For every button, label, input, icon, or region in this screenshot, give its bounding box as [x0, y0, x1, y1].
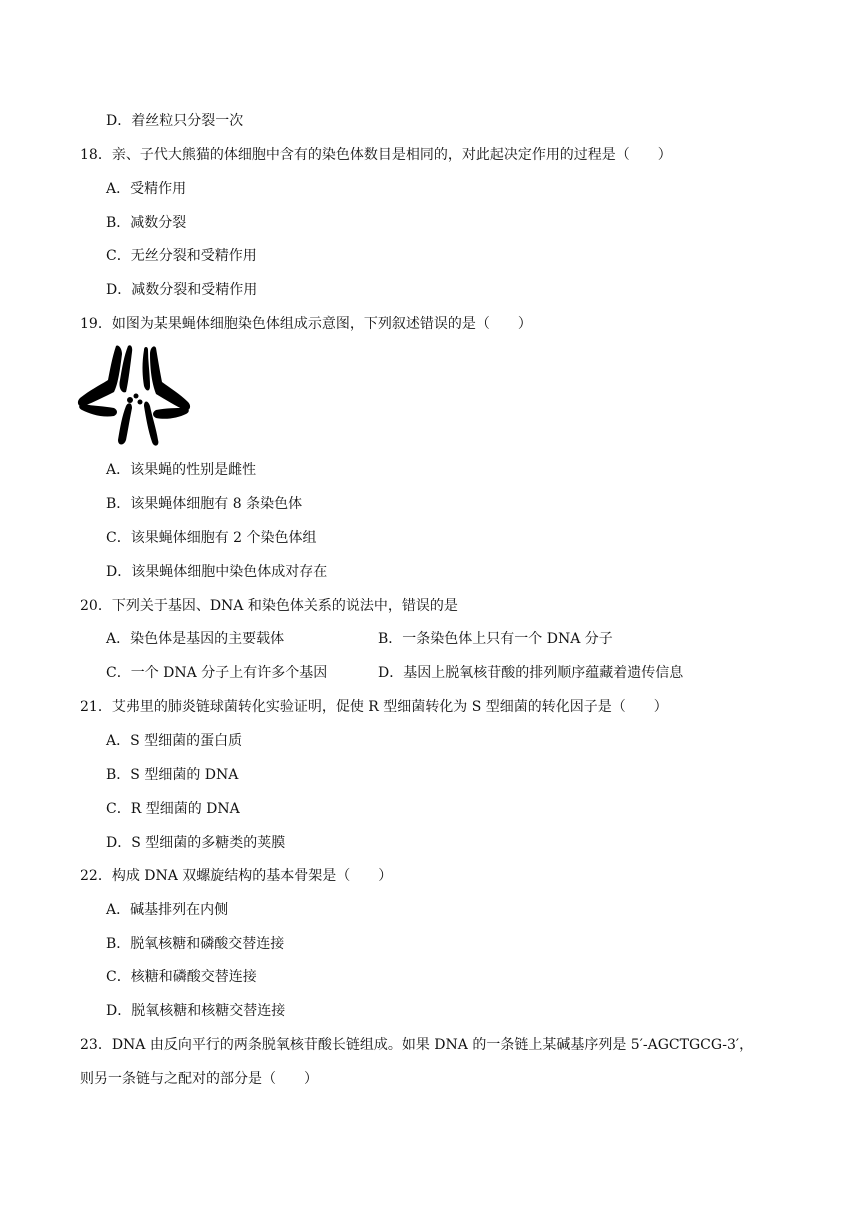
q18-option-d: D．减数分裂和受精作用	[106, 282, 258, 298]
question-19-stem: 19．如图为某果蝇体细胞染色体组成示意图，下列叙述错误的是（ ）	[80, 316, 532, 332]
question-18-stem: 18．亲、子代大熊猫的体细胞中含有的染色体数目是相同的，对此起决定作用的过程是（ ）	[80, 147, 672, 163]
q22-option-d: D．脱氧核糖和核糖交替连接	[106, 1003, 286, 1019]
chromosome-lower-left	[118, 403, 132, 444]
q20-option-d: D．基因上脱氧核苷酸的排列顺序蕴藏着遗传信息	[378, 665, 684, 681]
q21-option-a: A．S 型细菌的蛋白质	[106, 733, 243, 749]
question-23-stem-line2: 则另一条链与之配对的部分是（ ）	[80, 1071, 318, 1087]
question-21-stem: 21．艾弗里的肺炎链球菌转化实验证明，促使 R 型细菌转化为 S 型细菌的转化因子是（ ）	[80, 699, 668, 715]
chromosome-karyotype-svg	[76, 344, 194, 448]
chromosome-dot-left	[127, 397, 133, 403]
question-23-stem-line1: 23．DNA 由反向平行的两条脱氧核苷酸长链组成。如果 DNA 的一条链上某碱基序列是 5′-AGCTGCG-3′，	[80, 1037, 754, 1053]
q21-option-b: B．S 型细菌的 DNA	[106, 767, 239, 783]
chromosome-karyotype-figure	[76, 344, 194, 448]
chromosome-lower-right	[144, 402, 158, 446]
q19-option-b: B．该果蝇体细胞有 8 条染色体	[106, 496, 303, 512]
q20-option-b: B．一条染色体上只有一个 DNA 分子	[378, 631, 613, 647]
q18-option-a: A．受精作用	[106, 181, 187, 197]
q19-option-c: C．该果蝇体细胞有 2 个染色体组	[106, 530, 317, 546]
q18-option-b: B．减数分裂	[106, 215, 187, 231]
q21-option-d: D．S 型细菌的多糖类的荚膜	[106, 835, 286, 851]
chromosome-outer-right-upper	[150, 346, 190, 410]
q22-option-b: B．脱氧核糖和磷酸交替连接	[106, 936, 285, 952]
option-d: D．着丝粒只分裂一次	[106, 113, 244, 129]
chromosome-inner-right	[143, 347, 151, 391]
chromosome-outer-left-lower	[79, 404, 117, 417]
chromosome-outer-left-upper	[78, 345, 122, 406]
q21-option-c: C．R 型细菌的 DNA	[106, 801, 240, 817]
q22-option-a: A．碱基排列在内侧	[106, 902, 229, 918]
q19-option-a: A．该果蝇的性别是雌性	[106, 462, 257, 478]
chromosome-dot-center	[134, 394, 139, 399]
q18-option-c: C．无丝分裂和受精作用	[106, 248, 257, 264]
question-20-stem: 20．下列关于基因、DNA 和染色体关系的说法中，错误的是	[80, 598, 458, 614]
q20-option-a: A．染色体是基因的主要载体	[106, 631, 285, 647]
q19-option-d: D．该果蝇体细胞中染色体成对存在	[106, 564, 328, 580]
chromosome-dot-right	[138, 400, 143, 405]
chromosome-set	[78, 345, 190, 445]
chromosome-outer-right-lower	[153, 408, 189, 419]
question-22-stem: 22．构成 DNA 双螺旋结构的基本骨架是（ ）	[80, 868, 393, 884]
q20-option-c: C．一个 DNA 分子上有许多个基因	[106, 665, 328, 681]
q22-option-c: C．核糖和磷酸交替连接	[106, 969, 257, 985]
